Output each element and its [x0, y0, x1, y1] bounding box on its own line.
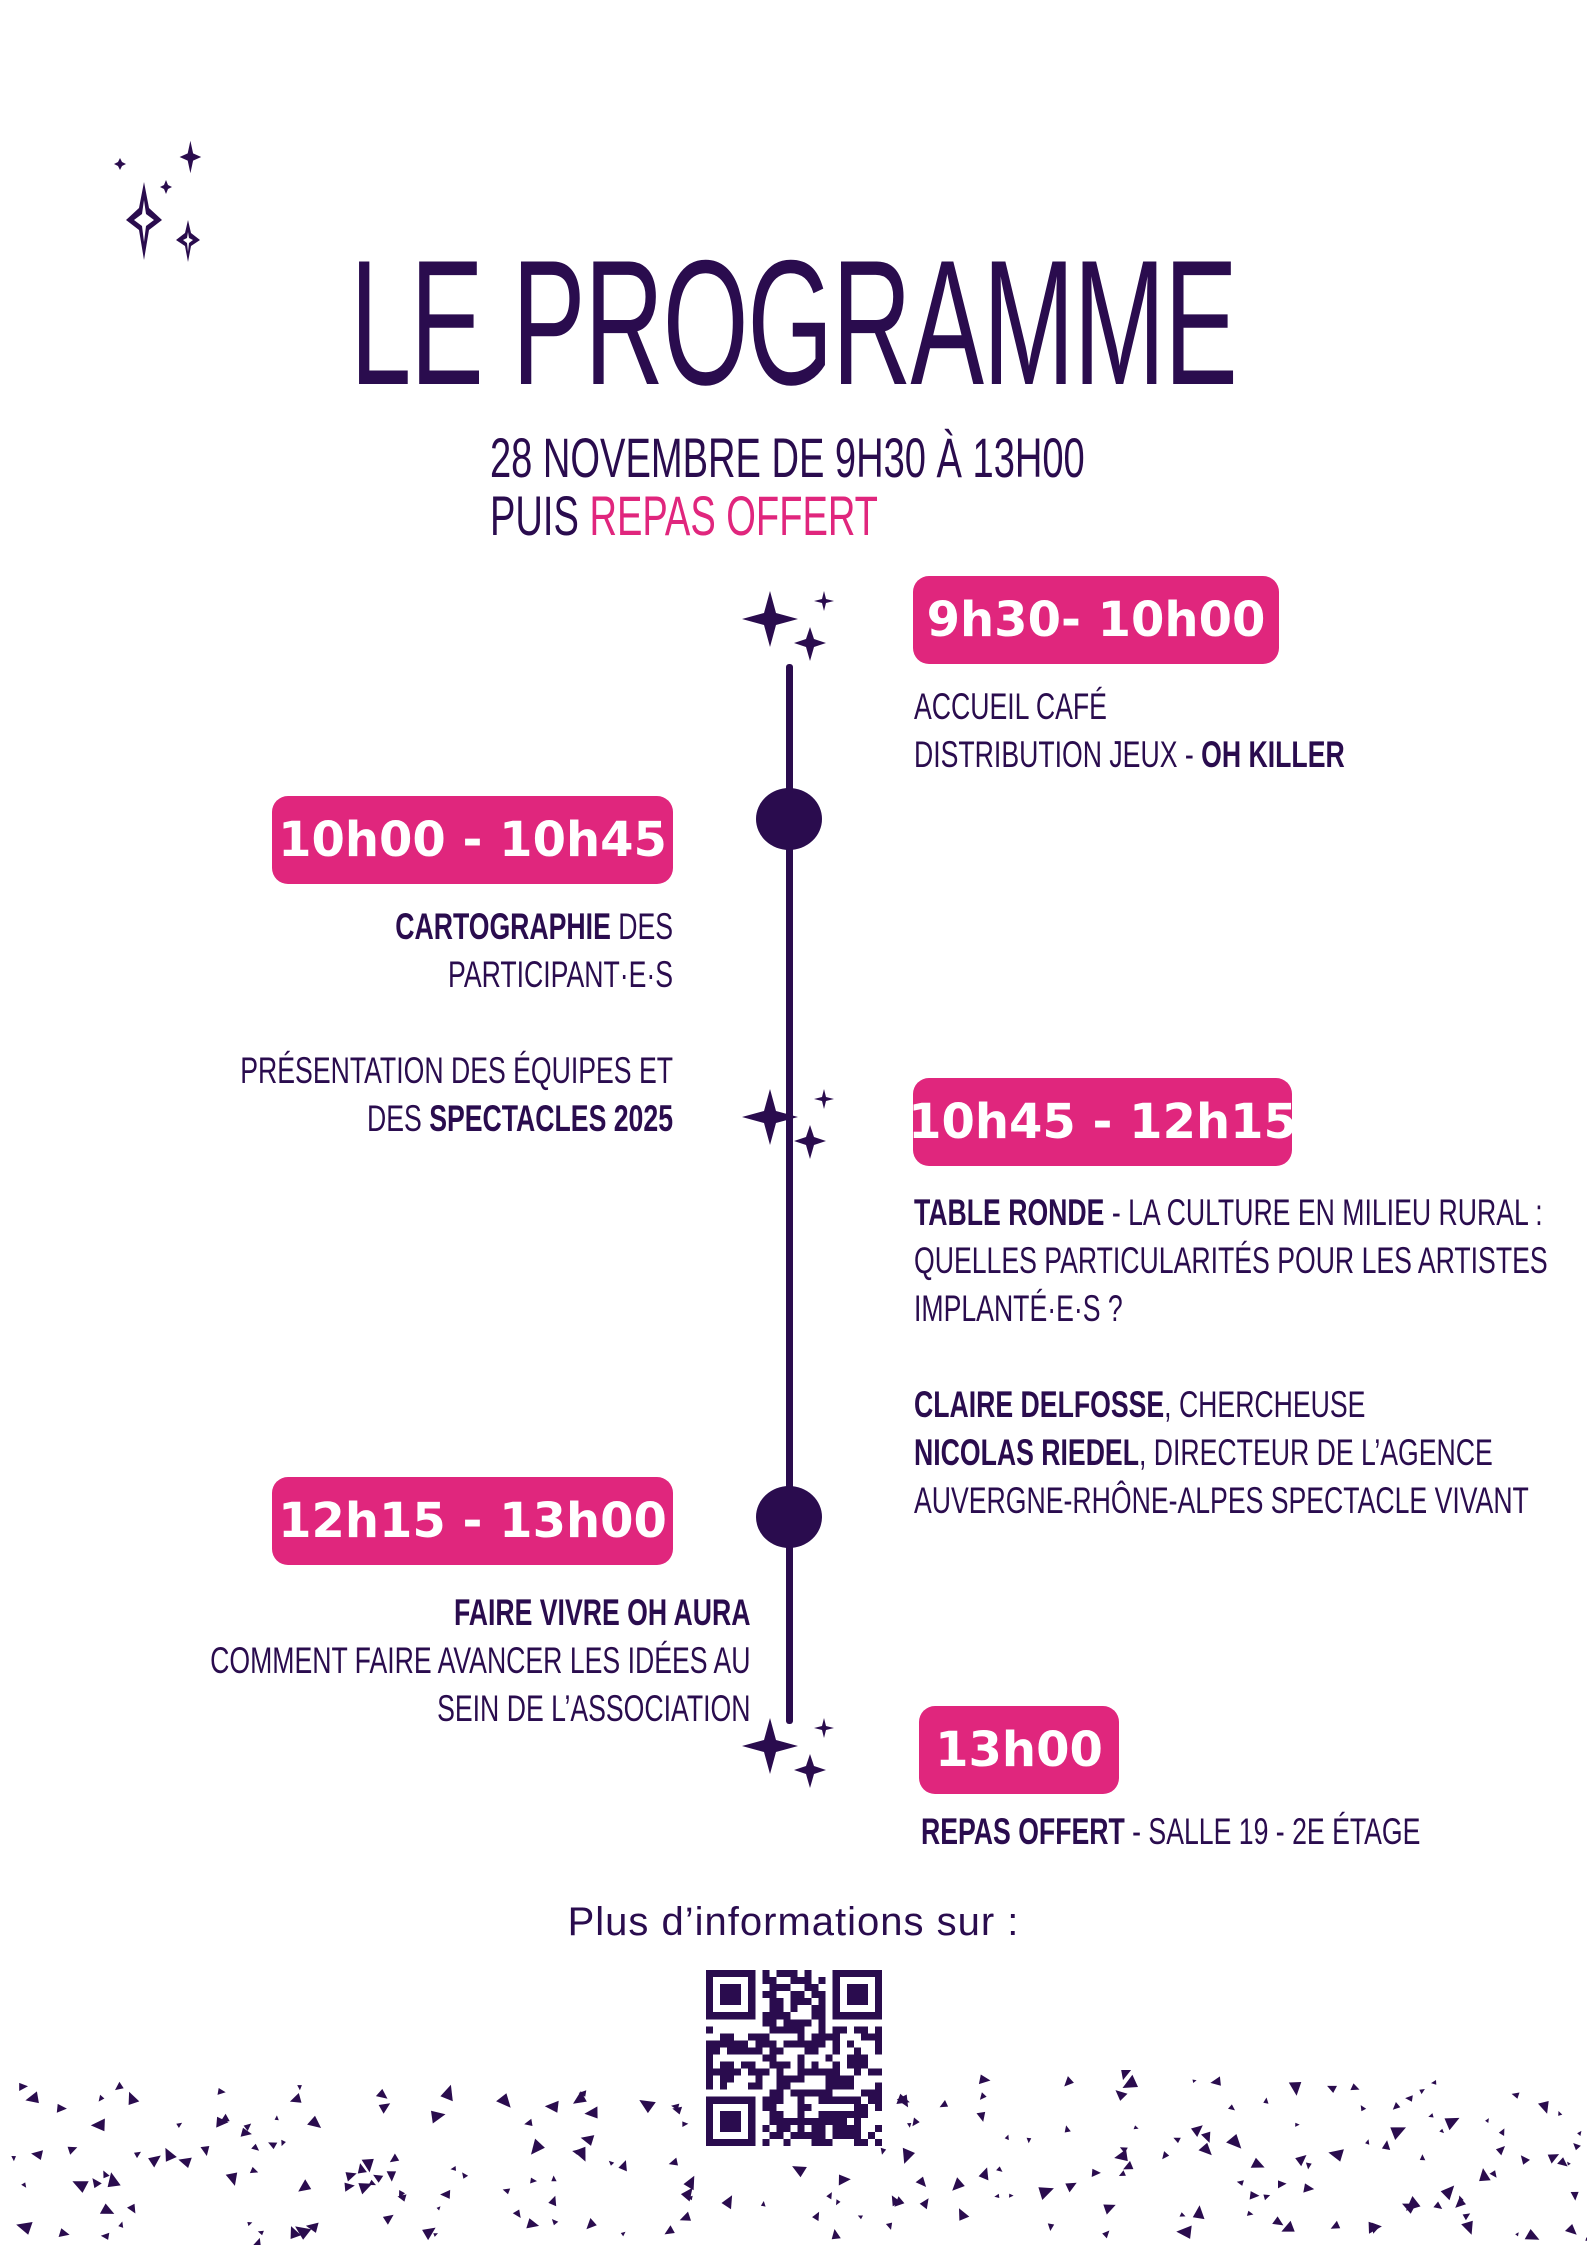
- slot-2-line-1: CARTOGRAPHIE DES: [395, 906, 673, 947]
- slot-5-line-1: REPAS OFFERT - SALLE 19 - 2E ÉTAGE: [921, 1811, 1421, 1852]
- slot-4-desc: [0, 1589, 751, 1733]
- slot-1-desc: [914, 683, 1512, 779]
- slot-2-line-2: PARTICIPANT·E·S: [448, 954, 673, 995]
- slot-4-line-1: FAIRE VIVRE OH AURA: [453, 1592, 751, 1633]
- slot-3-line-2: QUELLES PARTICULARITÉS POUR LES ARTISTES: [914, 1240, 1548, 1281]
- timeline-dot: [756, 788, 822, 850]
- slot-3-line-1: TABLE RONDE - LA CULTURE EN MILIEU RURAL :: [914, 1192, 1543, 1233]
- slot-2-desc: [0, 903, 673, 1143]
- time-badge: 12h15 - 13h00: [272, 1477, 673, 1565]
- time-badge: 10h45 - 12h15: [913, 1078, 1292, 1166]
- speaker-2: NICOLAS RIEDEL, DIRECTEUR DE L’AGENCE: [914, 1432, 1493, 1473]
- slot-4-line-3: SEIN DE L’ASSOCIATION: [437, 1688, 751, 1729]
- slot-2-line-4: DES SPECTACLES 2025: [367, 1098, 673, 1139]
- speaker-2-role: AUVERGNE-RHÔNE-ALPES SPECTACLE VIVANT: [914, 1480, 1529, 1521]
- time-badge: 13h00: [919, 1706, 1119, 1794]
- slot-4-line-2: COMMENT FAIRE AVANCER LES IDÉES AU: [210, 1640, 751, 1681]
- slot-5-desc: [921, 1808, 1587, 1856]
- meal-line: [490, 486, 878, 546]
- timeline-dot: [756, 1486, 822, 1548]
- slot-3-desc: [914, 1189, 1587, 1525]
- timeline-sparkle-icon: [740, 1083, 840, 1168]
- qr-code-icon[interactable]: [706, 1970, 882, 2146]
- time-badge: 9h30- 10h00: [913, 576, 1279, 664]
- slot-2-line-3: PRÉSENTATION DES ÉQUIPES ET: [240, 1050, 673, 1091]
- date-line: 28 NOVEMBRE DE 9H30 À 13H00: [490, 426, 1085, 489]
- meal-prefix: PUIS: [490, 484, 590, 547]
- slot-1-line-2: DISTRIBUTION JEUX - OH KILLER: [914, 734, 1345, 775]
- slot-1-line-1: ACCUEIL CAFÉ: [914, 686, 1107, 727]
- timeline-sparkle-icon: [740, 585, 840, 670]
- speaker-1: CLAIRE DELFOSSE, CHERCHEUSE: [914, 1384, 1366, 1425]
- meal-highlight: REPAS OFFERT: [589, 484, 878, 547]
- slot-3-line-3: IMPLANTÉ·E·S ?: [914, 1288, 1123, 1329]
- time-badge: 10h00 - 10h45: [272, 796, 673, 884]
- sparkles-icon: [104, 130, 214, 280]
- more-info-text: Plus d’informations sur :: [567, 1900, 1020, 1944]
- timeline-sparkle-icon: [740, 1712, 840, 1797]
- page-title: LE PROGRAMME: [350, 223, 1237, 422]
